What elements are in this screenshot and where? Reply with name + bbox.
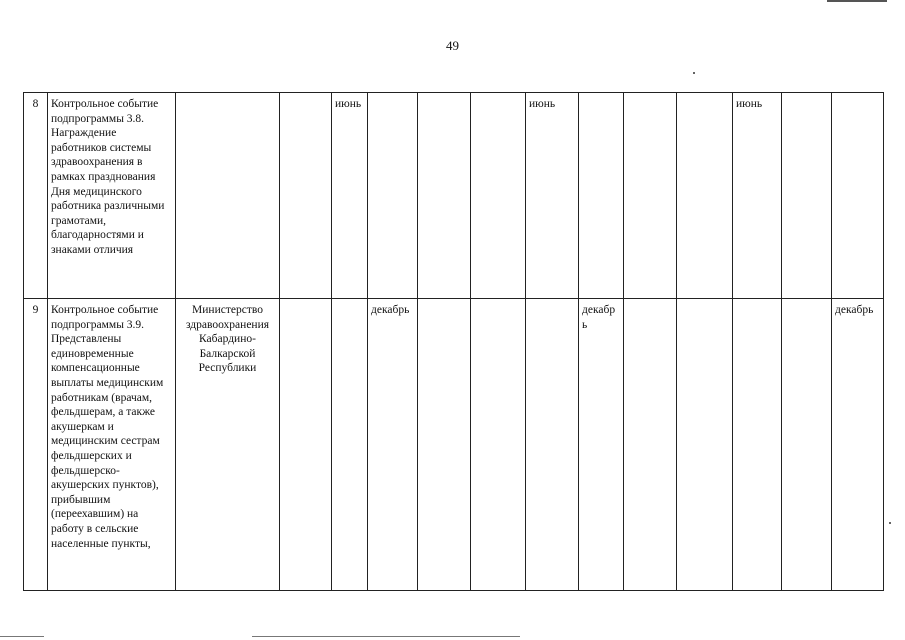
row-number: 9 [24,299,48,591]
period-cell: июнь [733,93,782,299]
scan-speck [889,522,891,524]
period-cell [832,93,884,299]
scan-edge-line [252,636,520,637]
period-cell [418,299,471,591]
page-number: 49 [446,38,459,53]
period-cell [624,93,677,299]
period-cell [677,299,733,591]
table-row [24,299,884,591]
table-row [24,93,884,299]
period-cell [280,93,332,299]
period-cell [332,299,368,591]
period-cell [677,93,733,299]
period-cell [733,299,782,591]
period-cell [526,299,579,591]
scan-edge-line [0,636,44,637]
period-cell: декабрь [368,299,418,591]
period-cell [624,299,677,591]
period-cell [368,93,418,299]
executor-cell: Министерство здравоохранения Кабардино-Балкарской Республики [176,299,280,591]
period-cell: декабрь [832,299,884,591]
scan-speck [693,72,695,74]
period-cell [782,299,832,591]
executor-cell [176,93,280,299]
period-cell: июнь [526,93,579,299]
event-description: Контрольное событие подпрограммы 3.9. Представлены единовременные компенсационные выплаты медицинским работникам (врачам, фельдшерам, а также акушеркам и медицинским сестрам фельдшерских и фельдшерско-акушерских пунктов), прибывшим (переехавшим) на работу в сельские населенные пункты, [48,299,176,591]
period-cell [579,93,624,299]
period-cell [280,299,332,591]
schedule-table [23,92,884,591]
period-cell [471,299,526,591]
period-cell [782,93,832,299]
period-cell [471,93,526,299]
event-description: Контрольное событие подпрограммы 3.8. Награждение работников системы здравоохранения в рамках празднования Дня медицинского работника различными грамотами, благодарностями и знаками отличия [48,93,176,299]
page-edge-mark [827,0,887,5]
period-cell [418,93,471,299]
period-cell: июнь [332,93,368,299]
row-number: 8 [24,93,48,299]
period-cell: декабрь [579,299,624,591]
